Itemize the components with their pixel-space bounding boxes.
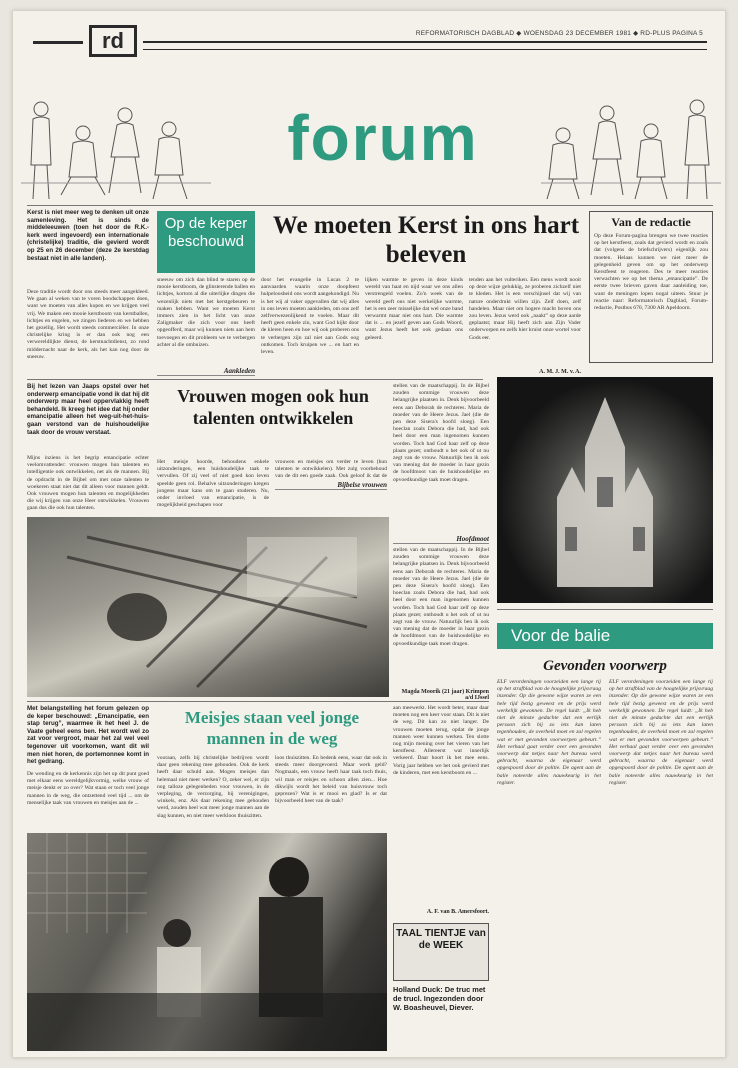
vrouwen-text-col4: stellen van de maatschappij. In de Bijbel zouden sommige vrouwen deze belangrijke plaatsen in. Denk bijvoorbeeld eens aan Deborah de rechteres. Maria de moeder van de Heere Jezus. Jael (die de pen deze Sisera's hoofd sloeg). Een hoeclan zoals Debora die had, had ook heel door een man ingenomen kunnen worden. Toch had God haar zelf op deze plaats gezet; onthoudt u het ook of ut nu zegt van de vrouw. Natuurlijk ben ik ook van mening dat de moeder in haar gezin de hoofdmoot van de huishoudelijke en opvoedkundige taak moet dragen. <box>393 383 489 483</box>
kerst-headline: We moeten Kerst in ons hart beleven <box>272 212 580 268</box>
op-de-keper-label: Op de keper beschouwd <box>157 211 255 273</box>
kerst-lead: Kerst is niet meer weg te denken uit onze samenleving. Het is sinds de middeleeuwen (toen het door de R.K.-kerk werd ingevoerd) een internationale (christelijke) traditie, die gevierd wordt op 25 en 26 december (deze 2e kerstdag bestaat niet in alle landen). <box>27 209 149 262</box>
kerst-text-col2: sneeuw om zich dan blind te staren op de mooie kerstboom, de glinsterende ballen en lichtjes, kortom al die uiterlijke dingen die wezenlijk niets met het kerstgebeuren te maken hebben. Want we moeten Kerst immers zien in het licht van onze Zaligmaker die zich voor ons heeft opgeofferd, maar wij kunnen niets aan hem toevoegen en dit probleem we te verbergen achter al die ombuizen. <box>157 277 255 348</box>
photo-kitchen-scene <box>27 833 387 1051</box>
newspaper-page <box>12 10 726 1058</box>
kerst-text-col3: door het evangelie in Lucas 2 te aanvaarden waarin onze doopfeest hulpeloosheid ons wordt aangekondigd. Nu is het wij al vaker opgevallen dat wij alles in ons leven moeten aankleden, om ons zelf zelfverwezenlijkend te voelen. Maar dit heeft geen enkele zin, want God kijkt door de kleren heen en hoe wij ook proberen ons te verbergen zijn zal niet aan Gods oog ontkomen. Toch kruipen we ... en hart en leven. <box>261 277 359 356</box>
vrouwen-headline: Vrouwen mogen ook hun talenten ontwikkelen <box>177 386 369 428</box>
kerst-signature: A. M. J. M. v. A. <box>539 369 581 375</box>
vrouwen-subhead-bijbelse: Bijbelse vrouwen <box>275 481 387 490</box>
balie-text-col2: ELF verordeningen voorzeiden een lange rij op het strafblad van de hoogtelijke prijsvraag inzender. Op die gewone wijze waren ze een hele tijd bezig geweest en de prijs werd werkelijk gewonnen. De regel luidt: „Ik heb niet de minste gedachte dat een eerlijk persoon zich bij zo iets kan laten tegenhouden, de overheid moet en zal regelen wat er met gevonden voorwerpen gebeurt.” Het verhaal gaat verder over een gevonden voorwerp dat netjes naar het bureau werd gebracht, waarna de eigenaar werd opgespoord door de politie. De agent aan de balie noteerde alles nauwkeurig in het register. <box>609 679 713 786</box>
taaltientje-text: Holland Duck: De truc met de trucl. Ingezonden door W. Boasheuvel, Diever. <box>393 985 486 1013</box>
masthead-rule-left <box>33 41 83 44</box>
vrouwen-text-col5: stellen van de maatschappij. In de Bijbel zouden sommige vrouwen deze belangrijke plaatsen in. Denk bijvoorbeeld eens aan Deborah de rechteres. Maria de moeder van de Heere Jezus. Jael (die de pen deze Sisera's hoofd sloeg). Een hoeclan zoals Debora die had, had ook heel door een man ingenomen kunnen worden. Toch had God haar zelf op deze plaats gezet; onthoudt u het ook of ut nu zegt van de vrouw. Natuurlijk ben ik ook van mening dat de moeder in haar gezin de hoofdmoot van de huishoudelijke en opvoedkundige taak moet dragen. <box>393 547 489 647</box>
vrouwen-lead: Bij het lezen van Jaaps opstel over het onderwerp emancipatie vond ik dat hij dit onderwerp maar heel oppervlakkig heeft behandeld. Ik kreeg het idee dat hij onder emancipatie alleen het weg-uit-het-huis-gaan verstond van de huishoudelijke taak door de vrouw verstaat. <box>27 383 149 436</box>
photo-women-painting <box>27 517 389 697</box>
section-title-forum: forum <box>287 102 479 174</box>
header-divider <box>27 205 713 206</box>
people-sketch-left <box>21 95 211 205</box>
masthead-info: REFORMATORISCH DAGBLAD ◆ WOENSDAG 23 DECEMBER 1981 ◆ RD-PLUS PAGINA 5 <box>415 30 703 37</box>
meisjes-text-col4: aan meewerkt. Het wordt beter, maar daar moeten nog een keer voor staan. Dit is niet de weg. Dit kan zo niet langer. De vrouwen moeten terug, opdat de jonge mannen weer kunnen werken. Ten slotte nog mijn mening over het vieren van het kerstfeest. Allereerst wat innerlijk verkeerd. Daar hoort ik het mee eens. Vorig jaar hebben we het ook gevierd met de kinderen, met een kerstboom en ... <box>393 705 489 776</box>
kerst-text-col1: Deze traditie wordt door ons steeds meer aangekleed. We gaan al weken van te voren boodschappen doen, want we moeten van alles kopen en we krijgen veel vrij. We maken een mooie kerstboom van kerstballen, lichtjes en engelen, we zingen liederen en we hebben het gezellig. Het wordt steeds commerciëler. In onze christelijke kring is er dan ook nog een verwereldlijkte dienst, de kerstnachtdienst, zo rond middernacht naar de kerk, als het kan nog door de sneeuw. <box>27 289 149 360</box>
masthead-rule-thin <box>143 49 707 50</box>
meisjes-text-col3: loos thuiszitten. En bedenk eens, waar dat ook in steeds meer doorgevoerd. Maar werk geld? Nogmaals, een vrouw heeft haar taak toch thuis, wil man er reisjes en schoon allen zien... Hoe dikwijls wordt het beleid van huisvrouw toch geprezen? Wat is er mooi en glad? Is er dat bijvoorbeeld heet van de taak? <box>275 755 387 805</box>
kerst-text-col4: lijken warmte te geven in deze kinds wereld van haat en nijd waar we ons allen verstrengeld voelen. Zo'n week van de wereld geeft ons niet werkelijke warmte, het is een zeer misselijke dat wel onze band verwarmt maar niet ons hart. Die warmte dat is ... en jezelf geven aan Gods Woord, want Jezus heeft het ook gedaan ons geleerd. <box>365 277 463 341</box>
meisjes-lead: Met belangstelling het forum gelezen op de keper beschouwd: „Emancipatie, een stap terug”, waarmee ik het heel J. de Vaate geheel eens ben. Het wordt wel zo zat voor vergroot, maar het zal wel veel tegenover uit voorkomen, want dit wil men niet horen, de portemonnee komt in het gedrang. <box>27 705 149 766</box>
newspaper-logo: rd <box>89 25 137 57</box>
meisjes-text-col1: De wending en de kerkennis zijn het op dit punt goed met elkaar eens wereldgelijkvormig, welke vrouw of meisje denkt er zo over? Wat staan er toch veel jonge mannen in de weg, die ontzettend veel tijd ... om de menselijke taak van vrouwen en meisjes aan de ... <box>27 771 149 806</box>
vrouwen-text-col2: Het meisje hoorde, behoudens enkele uitzonderingen, een huishoudelijke taak te vervullen. Of zij veel of niet goed kon leven speelde geen rol. Behalve uitzonderingen kregen jongens maar kans om te gaan studeren. Nu, onder invloed van emancipatie, is de mogelijkheid geschapen voor <box>157 459 269 509</box>
vrouwen-text-col1: Mijns inziens is het begrip emancipatie echter veelomvattender: vrouwen mogen hun talenten en intelligentie ook ontwikkelen, net als de mannen. Bij de opdracht in de Bijbel om met onze talenten te woekeren staat niet dat dit alleen voor mannen geldt. Ook vrouwen mogen hun talenten en mogelijkheden die wij krijgen van onze Heer ontwikkelen. Vrouwen gaan dus die ook hun talenten. <box>27 455 149 512</box>
vrouwen-subhead-hoofdmoot: Hoofdmoot <box>393 535 489 544</box>
meisjes-byline: A. F. van B. Amersfoort. <box>426 909 489 915</box>
voor-de-balie-label: Voor de balie <box>497 623 713 649</box>
kerst-subhead-aankleden: Aankleden <box>157 367 255 376</box>
meisjes-headline: Meisjes staan veel jonge mannen in de weg <box>184 708 360 748</box>
divider-balie <box>497 609 713 610</box>
balie-text-col1: ELF verordeningen voorzeiden een lange rij op het strafblad van de hoogtelijke prijsvraag inzender. Op die gewone wijze waren ze een hele tijd bezig geweest en de prijs werd werkelijk gewonnen. De regel luidt: „Ik heb niet de minste gedachte dat een eerlijk persoon zich bij zo iets kan laten tegenhouden, de overheid moet en zal regelen wat er met gevonden voorwerpen gebeurt.” Het verhaal gaat verder over een gevonden voorwerp dat netjes naar het bureau werd gebracht, waarna de eigenaar werd opgespoord door de politie. De agent aan de balie noteerde alles nauwkeurig in het register. <box>497 679 601 786</box>
taaltientje-logo: TAAL TIENTJE van de WEEK <box>393 923 489 981</box>
vrouwen-byline: Magda Moorik (21 jaar) Krimpen a/d IJssel <box>401 689 489 701</box>
meisjes-text-col2: vooraan, zelfs bij christelijke bedrijven wordt daar geen rekening mee gehouden. Ook de kerk heeft daar schuld aan. Mogen meisjes dan helemaal niet meer werken? O, zeker wel, er zijn nog talloze gelegenheden voor vrouwen, in de verpleging, de verzorging, bij verenigingen, winkels, enz. Als daar rekening mee gehouden werd, zouden heel wat meer jonge mannen aan de slag kunnen, en niet meer werkloos thuiszitten. <box>157 755 269 819</box>
balie-headline: Gevonden voorwerp <box>543 658 667 674</box>
redactie-text: Op deze Forum-pagina brengen we twee reacties op het kerstfeest, zoals dat gevierd wordt en zoals dat (volgens de briefschrijvers) eigenlijk zou moeten. Helaas kunnen we niet meer de gelegenheid geven om op het onderwerp Kerstfeest te reageren. Des te meer reacties verwachten we op het thema „emancipatie”. De eerste twee brieven gaven daar aanleiding toe, want de meningen lopen nogal uiteen. Stuur je reactie naar: Reformatorisch Dagblad, Forum-redactie, Postbus 670, 7300 AR Apeldoorn. <box>594 233 708 312</box>
divider-1 <box>27 379 483 380</box>
divider-2 <box>27 701 489 702</box>
kerst-text-col5: tenden aan het vulteriken. Een mens wordt nooit op deze wijze gelukkig, ze proberen zichzelf niet te kleden. Het is een verschijnsel dat wij van nature onderdrukt willen zijn. Zelf doen, zelf handelen. Maar niet om hogere macht boven ons zou leven. Jezus werd ook „naakt” op deze aarde geplaatst; maar Hij heeft zich aan Zijn Vader onderworpen en zelfs hier kruist onze wortel voor Gods eer. <box>469 277 581 341</box>
people-sketch-right <box>541 95 721 205</box>
vrouwen-text-col3: vrouwen en meisjes om verder te leven (hun talenten te ontwikkelen). Met zulg voorbehoud van de dit een goede zaak. Ook geloof ik dat de <box>275 459 387 480</box>
photo-cathedral-night <box>497 377 713 603</box>
redactie-box <box>589 211 713 363</box>
masthead-rule-right <box>143 41 707 43</box>
redactie-title: Van de redactie <box>611 215 691 229</box>
